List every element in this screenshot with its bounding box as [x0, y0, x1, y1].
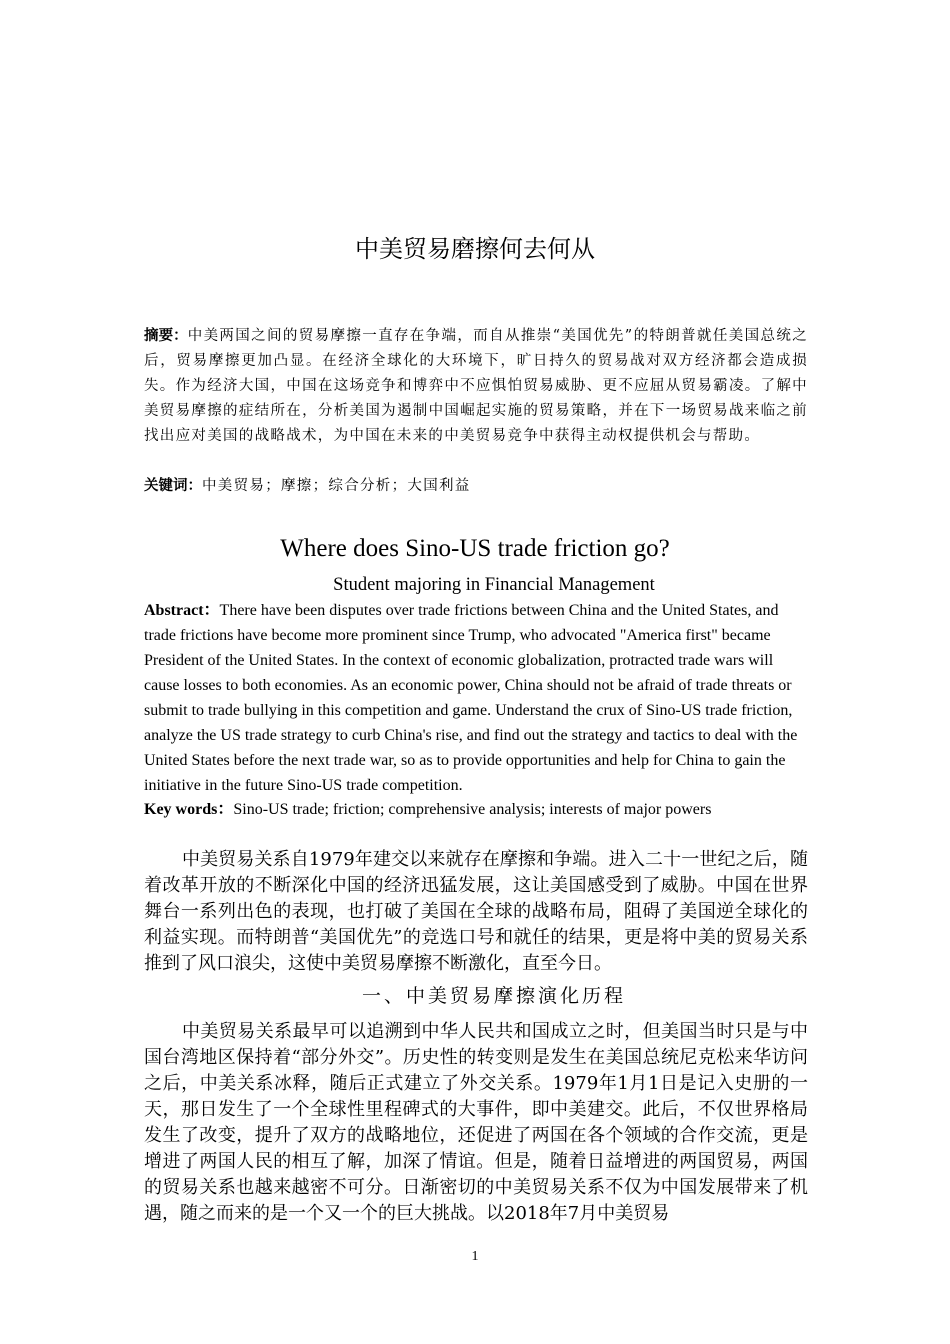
english-abstract-label: Abstract：: [144, 602, 220, 619]
chinese-abstract: [144, 324, 808, 449]
section-1-heading: 一、中美贸易摩擦演化历程: [361, 985, 626, 1007]
body-paragraph-1: 中美贸易关系自1979年建交以来就存在摩擦和争端。进入二十一世纪之后，随着改革开放的不断深化中国的经济迅猛发展，这让美国感受到了威胁。中国在世界舞台一系列出色的表现，也打破了美国在全球的战略布局，阻碍了美国逆全球化的利益实现。而特朗普“美国优先”的竞选口号和就任的结果，更是将中美的贸易关系推到了风口浪尖，这使中美贸易摩擦不断激化，直至今日。: [144, 849, 808, 974]
body-paragraph-2: 中美贸易关系最早可以追溯到中华人民共和国成立之时，但美国当时只是与中国台湾地区保持着“部分外交”。历史性的转变则是发生在美国总统尼克松来华访问之后，中美关系冰释，随后正式建立了外交关系。1979年1月1日是记入史册的一天，那日发生了一个全球性里程碑式的大事件，即中美建交。此后，不仅世界格局发生了改变，提升了双方的战略地位，还促进了两国在各个领域的合作交流，更是增进了两国人民的相互了解，加深了情谊。但是，随着日益增进的两国贸易，两国的贸易关系也越来越密不可分。日渐密切的中美贸易关系不仅为中国发展带来了机遇，随之而来的是一个又一个的巨大挑战。以2018年7月中美贸易: [144, 1021, 808, 1224]
english-subtitle: Student majoring in Financial Management: [333, 575, 655, 595]
chinese-title: 中美贸易磨擦何去何从: [355, 235, 595, 263]
english-keywords-text: Sino-US trade; friction; comprehensive analysis; interests of major powers: [233, 801, 712, 818]
chinese-keywords-label: 关键词：: [144, 478, 202, 494]
chinese-keywords-text: 中美贸易；摩擦；综合分析；大国利益: [202, 478, 471, 494]
chinese-keywords: [144, 474, 808, 499]
english-keywords: [144, 797, 808, 822]
english-keywords-label: Key words：: [144, 801, 234, 818]
english-title: Where does Sino-US trade friction go?: [280, 535, 670, 562]
chinese-abstract-text: 中美两国之间的贸易摩擦一直存在争端，而自从推崇“美国优先”的特朗普就任美国总统之后，贸易摩擦更加凸显。在经济全球化的大环境下，旷日持久的贸易战对双方经济都会造成损失。作为经济大国，中国在这场竞争和博弈中不应惧怕贸易威胁、更不应屈从贸易霸凌。了解中美贸易摩擦的症结所在，分析美国为遏制中国崛起实施的贸易策略，并在下一场贸易战来临之前找出应对美国的战略战术，为中国在未来的中美贸易竞争中获得主动权提供机会与帮助。: [144, 328, 809, 444]
page-number: 1: [471, 1249, 479, 1264]
chinese-abstract-label: 摘要：: [144, 328, 188, 344]
english-abstract: [144, 598, 808, 798]
english-abstract-text: There have been disputes over trade frictions between China and the United States, and trade frictions have become more prominent since Trump, who advocated "America first" became President of the United States. In the context of economic globalization, protracted trade wars will cause losses to both economies. As an economic power, China should not be afraid of trade threats or submit to trade bullying in this competition and game. Understand the crux of Sino-US trade friction, analyze the US trade strategy to curb China's rise, and find out the strategy and tactics to deal with the United States before the next trade war, so as to provide opportunities and help for China to gain the initiative in the future Sino-US trade competition.: [144, 602, 798, 794]
